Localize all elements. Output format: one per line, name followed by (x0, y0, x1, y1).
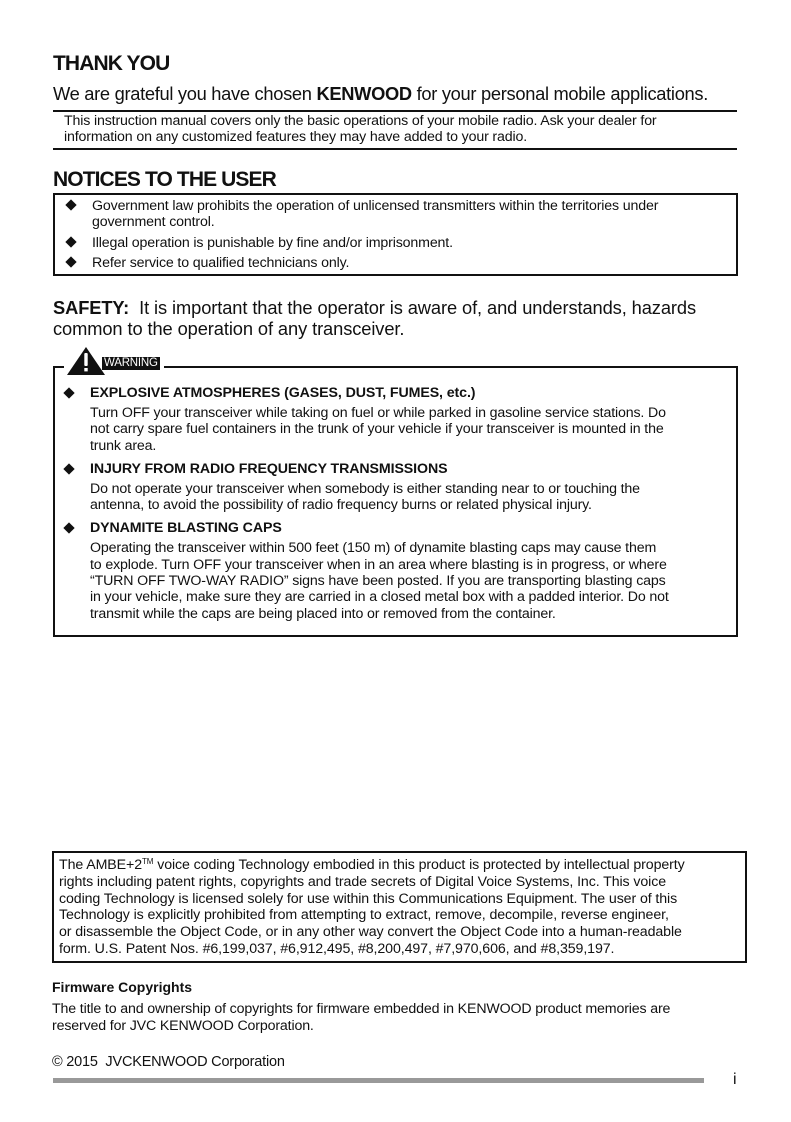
diamond-bullet-icon (65, 199, 76, 210)
safety-text: It is important that the operator is aware of, and understands, hazards (129, 297, 697, 318)
ambe-line: form. U.S. Patent Nos. #6,199,037, #6,912,495, #8,200,497, #7,970,606, and #8,359,197. (59, 940, 615, 957)
body-line: not carry spare fuel containers in the trunk of your vehicle if your transceiver is mounted in the (90, 421, 664, 438)
lead-text-end: for your personal mobile applications. (411, 83, 709, 104)
warning-item-body (90, 481, 738, 514)
bottom-rule (53, 148, 737, 150)
body-line: “TURN OFF TWO-WAY RADIO” signs have been posted. If you are transporting blasting caps (90, 573, 666, 590)
body-line: Operating the transceiver within 500 feet (150 m) of dynamite blasting caps may cause them (90, 540, 657, 557)
firmware-heading: Firmware Copyrights (52, 979, 193, 995)
notice-text: government control. (92, 214, 215, 231)
warning-header (64, 347, 164, 375)
note-line: This instruction manual covers only the basic operations of your mobile radio. Ask your dealer for (64, 113, 657, 129)
warning-item-body (90, 405, 738, 454)
ambe-line: rights including patent rights, copyrights and trade secrets of Digital Voice Systems, Inc. This voice (59, 873, 666, 890)
warning-item (53, 384, 738, 454)
body-line: in your vehicle, make sure they are carried in a closed metal box with a padded interior. Do not (90, 589, 669, 606)
top-rule (53, 110, 737, 112)
diamond-bullet-icon (65, 256, 76, 267)
firmware-line: reserved for JVC KENWOOD Corporation. (52, 1018, 314, 1034)
notice-item (55, 198, 658, 231)
notice-item (55, 235, 658, 251)
ambe-text: voice coding Technology embodied in this product is protected by intellectual property (153, 857, 685, 873)
body-line: Do not operate your transceiver when somebody is either standing near to or touching the (90, 480, 640, 497)
body-line: to explode. Turn OFF your transceiver when in an area where blasting is in progress, or where (90, 556, 667, 573)
page-number: i (733, 1071, 737, 1088)
ambe-text: The AMBE+2 (59, 857, 142, 873)
warning-triangle-icon (66, 347, 106, 375)
copyright-notice: © 2015 JVCKENWOOD Corporation (52, 1054, 285, 1070)
warning-item-title: INJURY FROM RADIO FREQUENCY TRANSMISSIONS (90, 460, 448, 477)
notice-text: Government law prohibits the operation of unlicensed transmitters within the territories under (92, 198, 659, 214)
diamond-bullet-icon (63, 463, 74, 474)
brand-name: KENWOOD (316, 83, 412, 104)
warning-item-title: EXPLOSIVE ATMOSPHERES (GASES, DUST, FUMES, etc.) (90, 385, 476, 401)
safety-statement (53, 297, 696, 339)
lead-text: We are grateful you have chosen (53, 83, 317, 104)
ambe-license-box (52, 851, 747, 963)
ambe-line: coding Technology is licensed solely for use within this Communications Equipment. The user of this (59, 890, 678, 907)
body-line: trunk area. (90, 437, 157, 454)
notice-text: Refer service to qualified technicians only. (92, 254, 350, 271)
body-line: antenna, to avoid the possibility of radio frequency burns or related physical injury. (90, 497, 592, 514)
body-line: Turn OFF your transceiver while taking on fuel or while parked in gasoline service stations. Do (90, 405, 666, 421)
warning-item-body (90, 540, 738, 621)
trademark-symbol: TM (142, 857, 154, 866)
warning-item (53, 519, 738, 621)
ambe-line: or disassemble the Object Code, or in any other way convert the Object Code into a human-readable (59, 924, 682, 941)
manual-scope-note (64, 113, 657, 146)
warning-item-title: DYNAMITE BLASTING CAPS (90, 520, 282, 537)
notices-box (53, 193, 738, 276)
note-line: information on any customized features they may have added to your radio. (64, 129, 528, 146)
body-line: transmit while the caps are being placed into or removed from the container. (90, 605, 556, 622)
warning-items (53, 384, 738, 622)
notice-text: Illegal operation is punishable by fine and/or imprisonment. (92, 234, 453, 251)
thank-you-heading: THANK YOU (53, 52, 170, 75)
firmware-line: The title to and ownership of copyrights for firmware embedded in KENWOOD product memories are (52, 1001, 671, 1017)
safety-text: common to the operation of any transceiver. (53, 318, 405, 339)
ambe-license-text (59, 857, 685, 958)
warning-label: WARNING (104, 357, 158, 369)
safety-label: SAFETY: (53, 297, 130, 318)
footer-bar (53, 1078, 704, 1083)
notices-heading: NOTICES TO THE USER (53, 168, 276, 191)
diamond-bullet-icon (65, 236, 76, 247)
ambe-line: Technology is explicitly prohibited from attempting to extract, remove, decompile, reverse engineer, (59, 907, 669, 924)
thank-you-lead (53, 83, 708, 105)
warning-item (53, 460, 738, 514)
diamond-bullet-icon (63, 387, 74, 398)
firmware-text (52, 1001, 670, 1035)
diamond-bullet-icon (63, 523, 74, 534)
notice-item (55, 255, 658, 271)
